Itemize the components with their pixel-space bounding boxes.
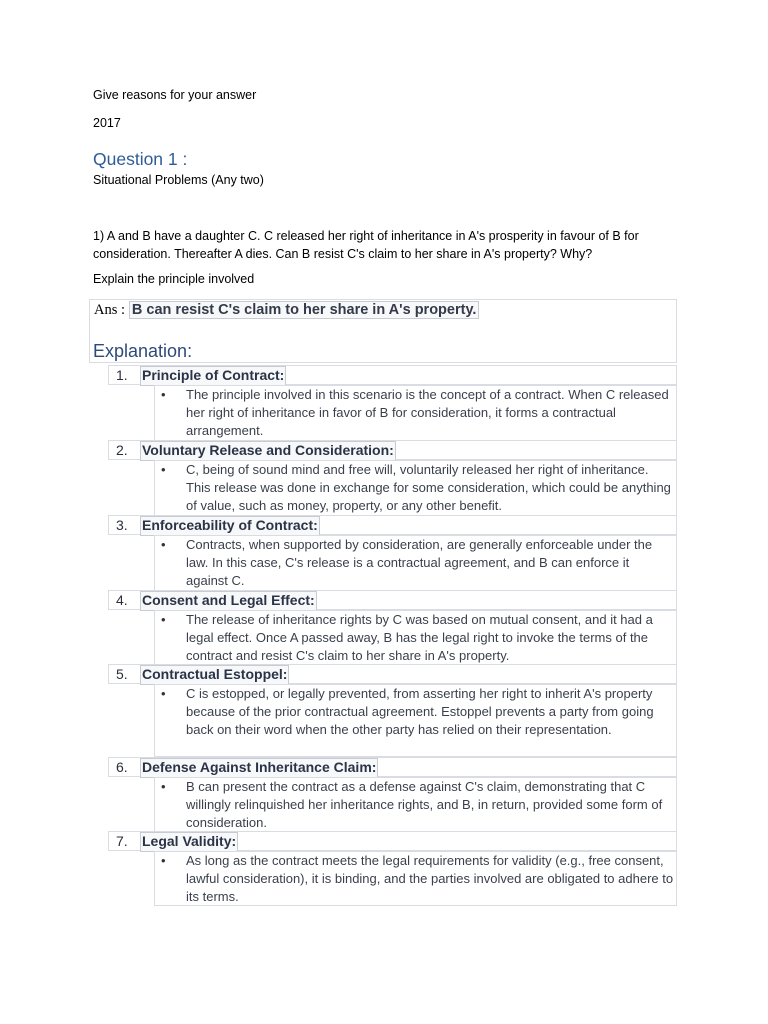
answer-line <box>94 301 479 319</box>
problem-statement: 1) A and B have a daughter C. C released her right of inheritance in A's prosperity in favour of B for consideration. Thereafter A dies. Can B resist C's claim to her share in A's property? Why? <box>93 229 639 261</box>
point-body-text: As long as the contract meets the legal requirements for validity (e.g., free consent, lawful consideration), it is binding, and the parties involved are obligated to adhere to its terms. <box>186 853 674 904</box>
point-heading-text: Voluntary Release and Consideration: <box>140 441 396 461</box>
bullet-icon: • <box>161 462 166 477</box>
point-body-text: Contracts, when supported by consideration, are generally enforceable under the law. In this case, C's release is a contractual agreement, and B can enforce it against C. <box>186 537 653 588</box>
year-text: 2017 <box>93 116 121 130</box>
answer-prefix: Ans : <box>94 302 126 318</box>
point-body-text: C is estopped, or legally prevented, from asserting her right to inherit A's property because of the prior contractual agreement. Estoppel prevents a party from going back on their word when the other party has relied on their representation. <box>186 686 654 737</box>
point-heading-text: Principle of Contract: <box>140 366 286 386</box>
point-heading-5 <box>108 664 677 684</box>
bullet-icon: • <box>161 853 166 868</box>
point-heading-text: Consent and Legal Effect: <box>140 591 317 611</box>
answer-box <box>89 299 677 363</box>
bullet-icon: • <box>161 537 166 552</box>
point-heading-text: Legal Validity: <box>140 832 238 852</box>
bullet-icon: • <box>161 387 166 402</box>
answer-highlight: B can resist C's claim to her share in A's property. <box>129 301 480 319</box>
point-heading-6 <box>108 757 677 777</box>
point-body-1 <box>154 385 677 441</box>
instruction-text: Give reasons for your answer <box>93 88 257 102</box>
explanation-title: Explanation: <box>93 341 193 361</box>
point-heading-3 <box>108 515 677 535</box>
point-heading-1 <box>108 365 677 385</box>
point-number: 7. <box>116 833 128 849</box>
point-number: 4. <box>116 592 128 608</box>
point-body-text: C, being of sound mind and free will, voluntarily released her right of inheritance. This release was done in exchange for some consideration, which could be anything of value, such as money, property, or any other benefit. <box>186 462 671 513</box>
point-number: 2. <box>116 442 128 458</box>
point-body-3 <box>154 535 677 591</box>
point-number: 5. <box>116 666 128 682</box>
point-body-4 <box>154 610 677 665</box>
point-heading-text: Contractual Estoppel: <box>140 665 289 685</box>
question-subtitle: Situational Problems (Any two) <box>93 173 264 187</box>
point-body-5 <box>154 684 677 757</box>
point-number: 3. <box>116 517 128 533</box>
point-number: 1. <box>116 367 128 383</box>
bullet-icon: • <box>161 779 166 794</box>
point-body-text: B can present the contract as a defense against C's claim, demonstrating that C willingly relinquished her inheritance rights, and B, in return, provided some form of consideration. <box>186 779 663 830</box>
point-number: 6. <box>116 759 128 775</box>
point-heading-7 <box>108 831 677 851</box>
point-body-7 <box>154 851 677 906</box>
bullet-icon: • <box>161 686 166 701</box>
question-title: Question 1 : <box>93 149 188 169</box>
bullet-icon: • <box>161 612 166 627</box>
point-heading-4 <box>108 590 677 610</box>
problem-prompt: Explain the principle involved <box>93 272 255 286</box>
point-heading-text: Defense Against Inheritance Claim: <box>140 758 378 778</box>
point-body-text: The principle involved in this scenario is the concept of a contract. When C released her right of inheritance in favor of B for consideration, it forms a contractual arrangement. <box>186 387 669 438</box>
point-body-6 <box>154 777 677 832</box>
point-body-2 <box>154 460 677 516</box>
point-heading-2 <box>108 440 677 460</box>
point-body-text: The release of inheritance rights by C was based on mutual consent, and it had a legal effect. Once A passed away, B has the legal right to invoke the terms of the contract and resist C's claim to her share in A's property. <box>186 612 653 663</box>
point-heading-text: Enforceability of Contract: <box>140 516 320 536</box>
